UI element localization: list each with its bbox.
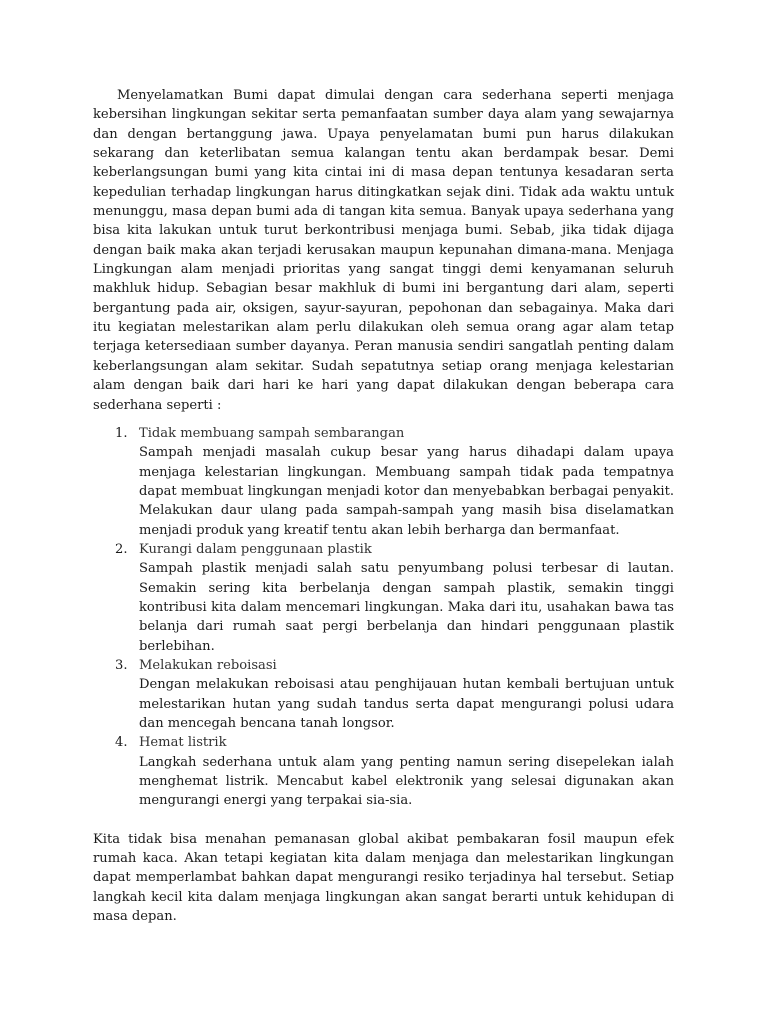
list-item xyxy=(93,424,674,540)
intro-paragraph: Menyelamatkan Bumi dapat dimulai dengan cara sederhana seperti menjaga kebersihan lingkungan sekitar serta pemanfaatan sumber daya alam yang sewajarnya dan dengan bertanggung jawa. Upaya penyelamatan bumi pun harus dilakukan sekarang dan keterlibatan semua kalangan tentu akan berdampak besar. Demi keberlangsungan bumi yang kita cintai ini di masa depan tentunya kesadaran serta kepedulian terhadap lingkungan harus ditingkatkan sejak dini. Tidak ada waktu untuk menunggu, masa depan bumi ada di tangan kita semua. Banyak upaya sederhana yang bisa kita lakukan untuk turut berkontribusi menjaga bumi. Sebab, jika tidak dijaga dengan baik maka akan terjadi kerusakan maupun kepunahan dimana-mana. Menjaga Lingkungan alam menjadi prioritas yang sangat tinggi demi kenyamanan seluruh makhluk hidup. Sebagian besar makhluk di bumi ini bergantung dari alam, seperti bergantung pada air, oksigen, sayur-sayuran, pepohonan dan sebagainya. Maka dari itu kegiatan melestarikan alam perlu dilakukan oleh semua orang agar alam tetap terjaga ketersediaan sumber dayanya. Peran manusia sendiri sangatlah penting dalam keberlangsungan alam sekitar. Sudah sepatutnya setiap orang menjaga kelestarian alam dengan baik dari hari ke hari yang dapat dilakukan dengan beberapa cara sederhana seperti : xyxy=(93,88,674,413)
list-item-number: 2. xyxy=(115,541,128,557)
list-item-number: 1. xyxy=(115,425,128,441)
document-page xyxy=(93,86,674,926)
list-item-body: Sampah plastik menjadi salah satu penyumbang polusi terbesar di lautan. Semakin sering kita berbelanja dengan sampah plastik, semakin tinggi kontribusi kita dalam mencemari lingkungan. Maka dari itu, usahakan bawa tas belanja dari rumah saat pergi berbelanja dan hindari penggunaan plastik berlebihan. xyxy=(139,561,674,654)
tips-list xyxy=(93,424,674,811)
list-item xyxy=(93,540,674,656)
list-item-body: Sampah menjadi masalah cukup besar yang harus dihadapi dalam upaya menjaga kelestarian lingkungan. Membuang sampah tidak pada tempatnya dapat membuat lingkungan menjadi kotor dan menyebabkan berbagai penyakit. Melakukan daur ulang pada sampah-sampah yang masih bisa diselamatkan menjadi produk yang kreatif tentu akan lebih berharga dan bermanfaat. xyxy=(139,445,674,538)
list-item-title: Melakukan reboisasi xyxy=(139,657,277,673)
list-item-title: Kurangi dalam penggunaan plastik xyxy=(139,541,372,557)
closing-paragraph: Kita tidak bisa menahan pemanasan global akibat pembakaran fosil maupun efek rumah kaca. Akan tetapi kegiatan kita dalam menjaga dan melestarikan lingkungan dapat memperlambat bahkan dapat mengurangi resiko terjadinya hal tersebut. Setiap langkah kecil kita dalam menjaga lingkungan akan sangat berarti untuk kehidupan di masa depan. xyxy=(93,831,674,925)
list-item-title: Tidak membuang sampah sembarangan xyxy=(139,425,405,441)
list-item-number: 4. xyxy=(115,735,128,751)
list-item-title: Hemat listrik xyxy=(139,735,227,751)
list-item-body: Langkah sederhana untuk alam yang penting namun sering disepelekan ialah menghemat listrik. Mencabut kabel elektronik yang selesai digunakan akan mengurangi energi yang terpakai sia-sia. xyxy=(139,754,674,809)
list-item xyxy=(93,656,674,733)
list-item xyxy=(93,733,674,810)
list-item-body: Dengan melakukan reboisasi atau penghijauan hutan kembali bertujuan untuk melestarikan hutan yang sudah tandus serta dapat mengurangi polusi udara dan mencegah bencana tanah longsor. xyxy=(139,677,674,731)
list-item-number: 3. xyxy=(115,657,128,673)
